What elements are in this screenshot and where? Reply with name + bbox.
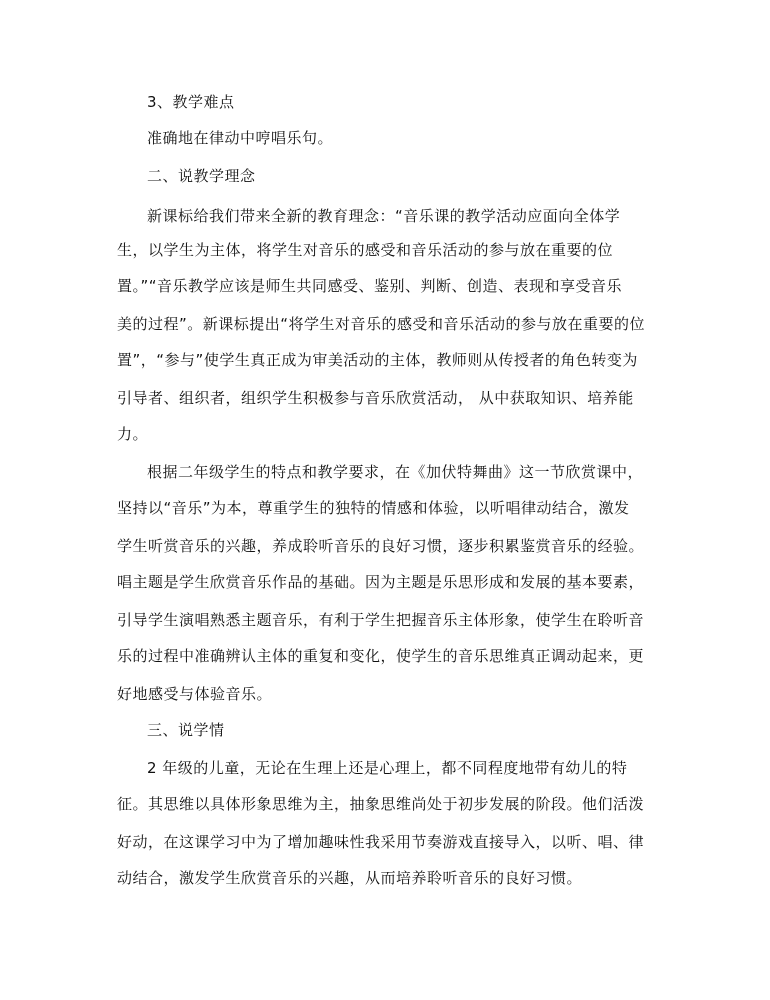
paragraph-line: 引导者、组织者，组织学生积极参与音乐欣赏活动， 从中获取知识、培养能 <box>117 389 634 407</box>
paragraph-line: 唱主题是学生欣赏音乐作品的基础。因为主题是乐思形成和发展的基本要素， <box>117 573 645 591</box>
paragraph-line: 生，以学生为主体，将学生对音乐的感受和音乐活动的参与放在重要的位 <box>117 241 614 259</box>
paragraph-line: 动结合，激发学生欣赏音乐的兴趣，从而培养聆听音乐的良好习惯。 <box>117 869 583 887</box>
paragraph-line: 坚持以“音乐”为本，尊重学生的独特的情感和体验，以听唱律动结合，激发 <box>117 499 630 517</box>
paragraph-line: 美的过程”。新课标提出“将学生对音乐的感受和音乐活动的参与放在重要的位 <box>117 315 646 333</box>
paragraph-line: 准确地在律动中哼唱乐句。 <box>147 129 334 147</box>
paragraph-line: 置”，“参与”使学生真正成为审美活动的主体，教师则从传授者的角色转变为 <box>117 351 638 369</box>
heading-student-analysis: 三、说学情 <box>147 721 225 739</box>
paragraph-line: 2 年级的儿童，无论在生理上还是心理上，都不同程度地带有幼儿的特 <box>147 759 628 777</box>
paragraph-line: 力。 <box>117 425 149 443</box>
paragraph-line: 置。”“音乐教学应该是师生共同感受、鉴别、判断、创造、表现和享受音乐 <box>117 277 623 295</box>
paragraph-line: 新课标给我们带来全新的教育理念：“音乐课的教学活动应面向全体学 <box>147 207 621 225</box>
heading-teaching-difficulty: 3、教学难点 <box>147 93 235 111</box>
paragraph-line: 乐的过程中准确辨认主体的重复和变化，使学生的音乐思维真正调动起来，更 <box>117 647 645 665</box>
paragraph-line: 好动，在这课学习中为了增加趣味性我采用节奏游戏直接导入，以听、唱、律 <box>117 833 645 851</box>
paragraph-line: 学生听赏音乐的兴趣，养成聆听音乐的良好习惯，逐步积累鉴赏音乐的经验。 <box>117 537 645 555</box>
heading-teaching-philosophy: 二、说教学理念 <box>147 167 256 185</box>
paragraph-line: 根据二年级学生的特点和教学要求，在《加伏特舞曲》这一节欣赏课中， <box>147 463 644 481</box>
paragraph-line: 引导学生演唱熟悉主题音乐，有利于学生把握音乐主体形象，使学生在聆听音 <box>117 611 645 629</box>
paragraph-line: 征。其思维以具体形象思维为主，抽象思维尚处于初步发展的阶段。他们活泼 <box>117 795 645 813</box>
paragraph-line: 好地感受与体验音乐。 <box>117 685 273 703</box>
